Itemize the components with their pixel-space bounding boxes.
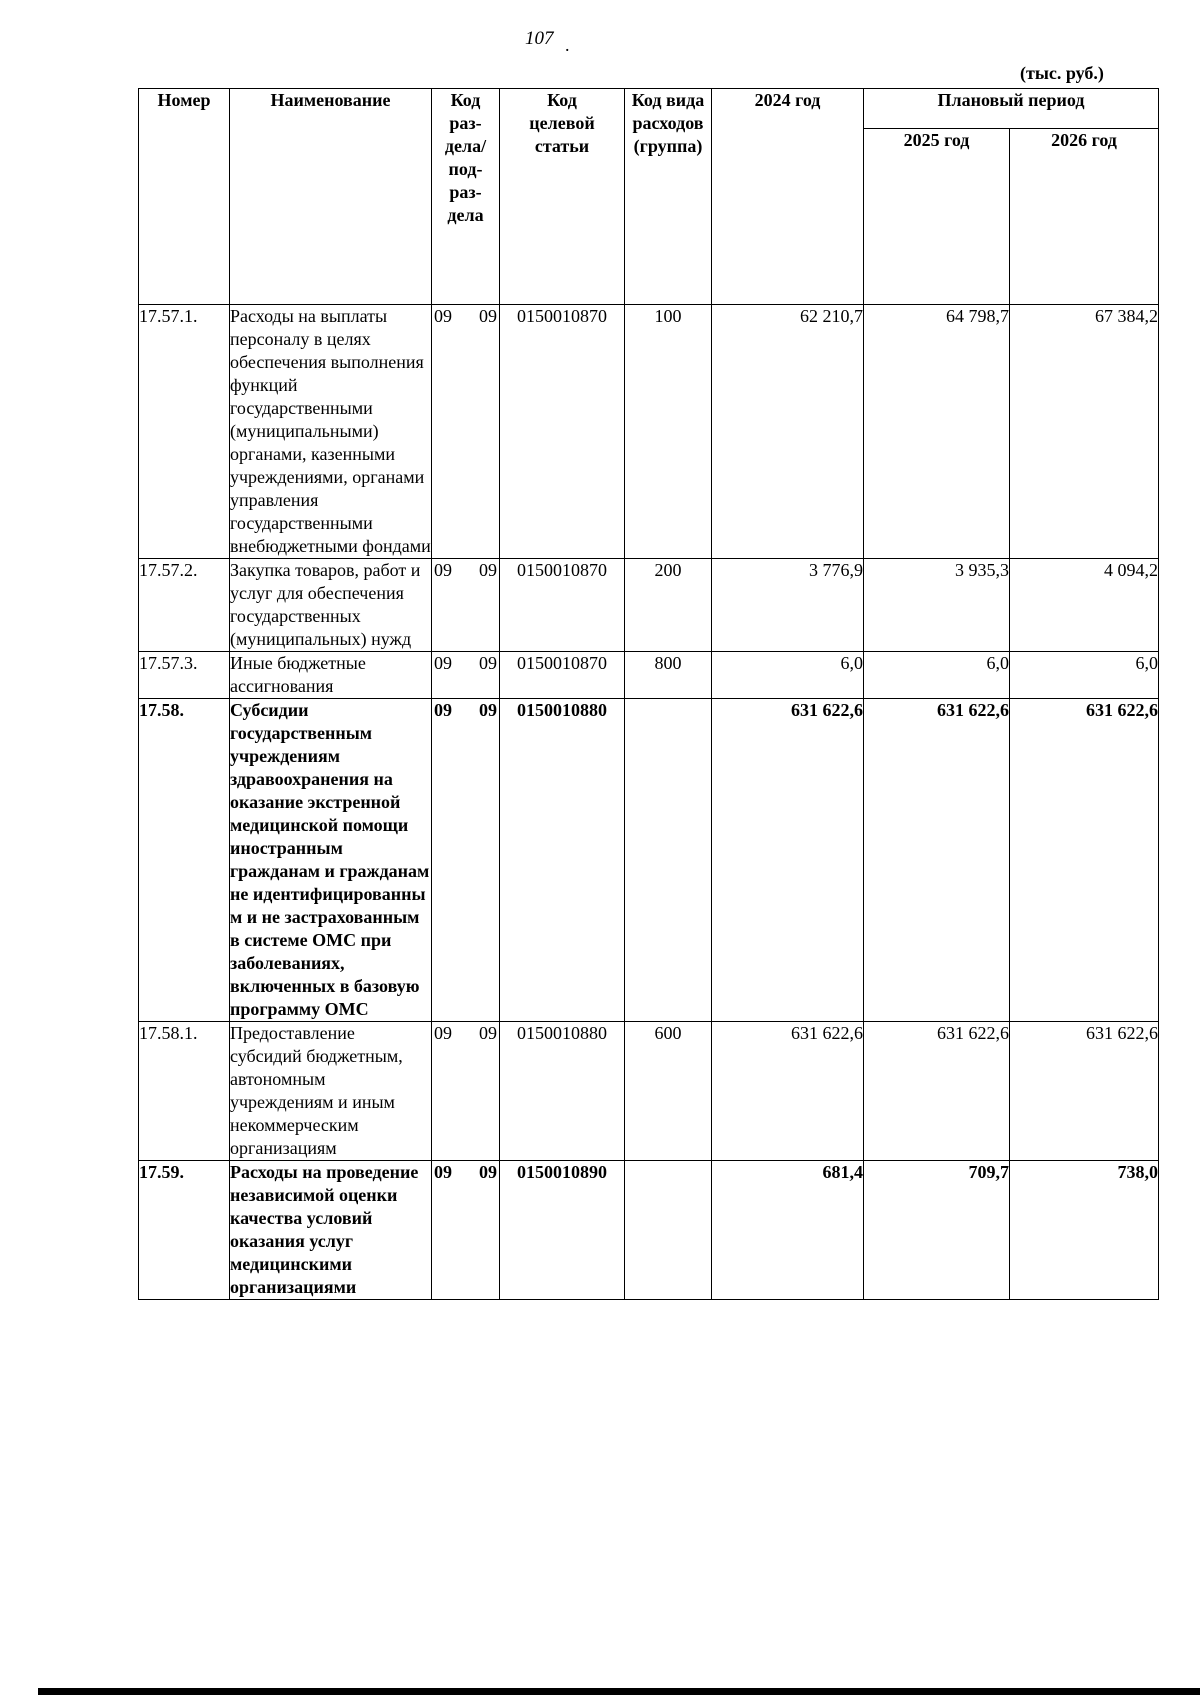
row-target: 0150010870 xyxy=(500,652,625,699)
row-section: 09 09 xyxy=(432,305,500,559)
header-year-2026: 2026 год xyxy=(1010,128,1159,304)
row-section: 09 09 xyxy=(432,559,500,652)
row-expense-type: 600 xyxy=(625,1022,712,1161)
header-row-top xyxy=(139,89,1159,129)
row-name: Расходы на выплаты персоналу в целях обеспечения выполнения функций государственными (муниципальными) органами, казенными учреждениями, органами управления государственными внебюджетными фондами xyxy=(230,305,432,559)
row-number: 17.59. xyxy=(139,1161,230,1300)
row-expense-type: 800 xyxy=(625,652,712,699)
row-amount-2024: 62 210,7 xyxy=(712,305,864,559)
row-target: 0150010870 xyxy=(500,305,625,559)
table-row-bold xyxy=(139,699,1159,1022)
row-expense-type: 200 xyxy=(625,559,712,652)
header-number: Номер xyxy=(139,89,230,305)
header-target: Код целевой статьи xyxy=(500,89,625,305)
header-section: Код раз- дела/ под- раз- дела xyxy=(432,89,500,305)
row-number: 17.57.3. xyxy=(139,652,230,699)
row-amount-2026: 631 622,6 xyxy=(1010,699,1159,1022)
row-amount-2025: 709,7 xyxy=(864,1161,1010,1300)
row-target: 0150010880 xyxy=(500,1022,625,1161)
row-amount-2025: 64 798,7 xyxy=(864,305,1010,559)
table-row-bold xyxy=(139,1161,1159,1300)
row-section: 09 09 xyxy=(432,1161,500,1300)
header-year-2025: 2025 год xyxy=(864,128,1010,304)
page-number-dot: . xyxy=(565,35,570,55)
row-amount-2026: 4 094,2 xyxy=(1010,559,1159,652)
row-target: 0150010870 xyxy=(500,559,625,652)
row-expense-type xyxy=(625,699,712,1022)
row-amount-2026: 631 622,6 xyxy=(1010,1022,1159,1161)
row-section: 09 09 xyxy=(432,652,500,699)
row-number: 17.57.1. xyxy=(139,305,230,559)
row-amount-2025: 631 622,6 xyxy=(864,699,1010,1022)
table-row xyxy=(139,305,1159,559)
row-expense-type: 100 xyxy=(625,305,712,559)
table-row xyxy=(139,559,1159,652)
row-amount-2025: 6,0 xyxy=(864,652,1010,699)
row-name: Иные бюджетные ассигнования xyxy=(230,652,432,699)
row-section: 09 09 xyxy=(432,699,500,1022)
row-name: Расходы на проведение независимой оценки качества условий оказания услуг медицинскими организациями xyxy=(230,1161,432,1300)
page-number: 107 xyxy=(525,28,554,49)
row-target: 0150010890 xyxy=(500,1161,625,1300)
table-row xyxy=(139,652,1159,699)
row-amount-2025: 631 622,6 xyxy=(864,1022,1010,1161)
row-name: Предоставление субсидий бюджетным, автономным учреждениям и иным некоммерческим организациям xyxy=(230,1022,432,1161)
row-amount-2024: 631 622,6 xyxy=(712,1022,864,1161)
row-number: 17.58. xyxy=(139,699,230,1022)
row-target: 0150010880 xyxy=(500,699,625,1022)
row-amount-2026: 738,0 xyxy=(1010,1161,1159,1300)
row-section: 09 09 xyxy=(432,1022,500,1161)
row-amount-2026: 6,0 xyxy=(1010,652,1159,699)
scan-edge-bar xyxy=(38,1688,1200,1695)
header-year-2024: 2024 год xyxy=(712,89,864,305)
row-expense-type xyxy=(625,1161,712,1300)
row-amount-2026: 67 384,2 xyxy=(1010,305,1159,559)
budget-table xyxy=(138,88,1159,1300)
row-amount-2024: 631 622,6 xyxy=(712,699,864,1022)
row-amount-2024: 681,4 xyxy=(712,1161,864,1300)
units-label: (тыс. руб.) xyxy=(1020,63,1104,83)
header-name: Наименование xyxy=(230,89,432,305)
row-amount-2024: 6,0 xyxy=(712,652,864,699)
table-row xyxy=(139,1022,1159,1161)
row-name: Закупка товаров, работ и услуг для обеспечения государственных (муниципальных) нужд xyxy=(230,559,432,652)
row-name: Субсидии государственным учреждениям здравоохранения на оказание экстренной медицинской помощи иностранным гражданам и гражданам не идентифицированны м и не застрахованным в системе ОМС при заболеваниях, включенных в базовую программу ОМС xyxy=(230,699,432,1022)
header-expense-type: Код вида расходов (группа) xyxy=(625,89,712,305)
header-planning-period: Плановый период xyxy=(864,89,1159,129)
row-amount-2024: 3 776,9 xyxy=(712,559,864,652)
row-number: 17.57.2. xyxy=(139,559,230,652)
row-amount-2025: 3 935,3 xyxy=(864,559,1010,652)
row-number: 17.58.1. xyxy=(139,1022,230,1161)
